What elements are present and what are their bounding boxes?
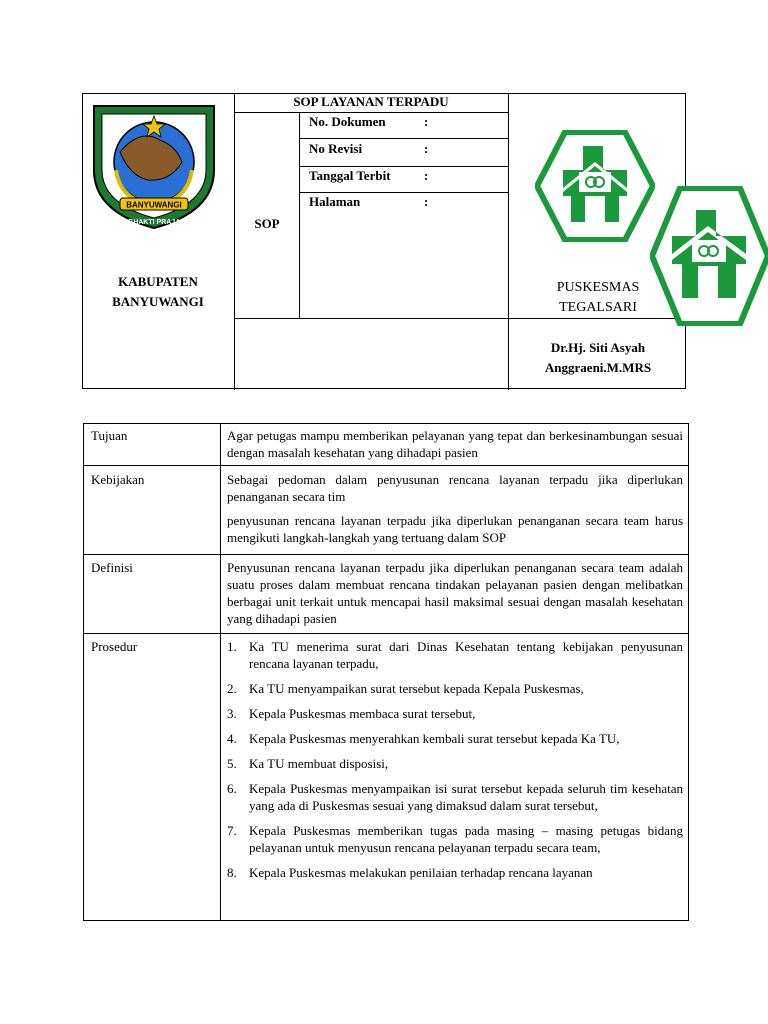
prosedur-list (227, 638, 683, 881)
row-label-definisi: Definisi (91, 560, 133, 575)
sop-title: SOP LAYANAN TERPADU (293, 94, 449, 109)
prosedur-step (227, 755, 683, 772)
step-text: Kepala Puskesmas menyampaikan isi surat tersebut kepada seluruh tim kesehatan yang ada di Puskesmas sesuai yang dimaksud dalam surat tersebut, (249, 781, 683, 813)
emblem-banner-text: BANYUWANGI (126, 200, 182, 210)
step-number: 4. (227, 731, 237, 746)
kebijakan-paragraph: penyusunan rencana layanan terpadu jika diperlukan penanganan secara team harus mengikuti langkah-langkah yang tertuang dalam SOP (227, 513, 683, 545)
row-label-tujuan: Tujuan (91, 428, 128, 443)
meta-colon: : (424, 114, 429, 129)
step-text: Ka TU menerima surat dari Dinas Kesehatan tentang kebijakan penyusunan rencana layanan terpadu, (249, 639, 683, 671)
step-number: 7. (227, 823, 237, 838)
step-text: Kepala Puskesmas membaca surat tersebut, (249, 706, 476, 721)
puskesmas-name (509, 278, 687, 318)
header-divider (299, 112, 300, 318)
header-divider (234, 94, 235, 390)
puskesmas-line-1: PUSKESMAS (556, 280, 640, 295)
puskesmas-logo-icon (535, 130, 655, 242)
meta-no-revisi (309, 141, 499, 158)
step-text: Ka TU membuat disposisi, (249, 756, 389, 771)
meta-label: No. Dokumen (309, 114, 386, 129)
step-text: Kepala Puskesmas melakukan penilaian terhadap rencana layanan (249, 865, 593, 880)
row-divider (84, 554, 688, 555)
prosedur-cell (227, 638, 683, 889)
step-text: Ka TU menyampaikan surat tersebut kepada Kepala Puskesmas, (249, 681, 584, 696)
header-divider (299, 166, 508, 167)
step-number: 6. (227, 781, 237, 796)
prosedur-step (227, 638, 683, 672)
header-divider (299, 138, 508, 139)
step-number: 5. (227, 756, 237, 771)
step-text: Kepala Puskesmas menyerahkan kembali surat tersebut kepada Ka TU, (249, 731, 620, 746)
kebijakan-paragraph: Sebagai pedoman dalam penyusunan rencana layanan terpadu jika diperlukan penanganan secara tim (227, 472, 683, 504)
sop-label: SOP (254, 216, 280, 231)
step-number: 2. (227, 681, 237, 696)
meta-tanggal-terbit (309, 168, 499, 185)
regency-line-1: KABUPATEN (118, 274, 198, 289)
signer-line-1: Dr.Hj. Siti Asyah (550, 340, 646, 355)
prosedur-step (227, 864, 683, 881)
step-number: 1. (227, 639, 237, 654)
prosedur-step (227, 705, 683, 722)
meta-colon: : (424, 168, 429, 183)
step-number: 8. (227, 865, 237, 880)
signer-line-2: Anggraeni.M.MRS (544, 360, 652, 375)
prosedur-step (227, 680, 683, 697)
meta-label: Tanggal Terbit (309, 168, 391, 183)
row-label-prosedur: Prosedur (91, 639, 138, 654)
tujuan-text: Agar petugas mampu memberikan pelayanan yang tepat dan berkesinambungan sesuai dengan masalah kesehatan yang dihadapi pasien (227, 428, 683, 460)
meta-label: No Revisi (309, 141, 363, 156)
meta-colon: : (424, 194, 429, 209)
banyuwangi-emblem-icon (90, 100, 218, 232)
kebijakan-cell (227, 471, 683, 553)
row-divider (84, 465, 688, 466)
signer-name (509, 338, 687, 378)
emblem-motto-text: SATYA BHAKTI PRAJA MUKTI (103, 219, 205, 226)
row-divider (84, 633, 688, 634)
meta-label: Halaman (309, 194, 361, 209)
sop-content-table (83, 423, 689, 921)
meta-no-dokumen (309, 114, 499, 131)
prosedur-step (227, 780, 683, 814)
prosedur-step (227, 730, 683, 747)
regency-name (83, 272, 233, 312)
row-label-kebijakan: Kebijakan (91, 472, 145, 487)
puskesmas-line-2: TEGALSARI (559, 300, 637, 315)
meta-colon: : (424, 141, 429, 156)
header-divider (234, 112, 508, 113)
step-text: Kepala Puskesmas memberikan tugas pada masing – masing petugas bidang pelayanan untuk menyusun rencana pelayanan terpadu secara team, (249, 823, 683, 855)
meta-halaman (309, 194, 499, 211)
definisi-text: Penyusunan rencana layanan terpadu jika diperlukan penanganan secara team adalah suatu proses dalam membuat rencana tindakan pelayanan pasien dengan melibatkan berbagai unit terkait untuk mencapai hasil maksimal sesuai dengan masalah kesehatan yang dihadapi pasien (227, 560, 683, 626)
step-number: 3. (227, 706, 237, 721)
header-divider (234, 318, 686, 319)
prosedur-step (227, 822, 683, 856)
header-divider (299, 192, 508, 193)
regency-line-2: BANYUWANGI (112, 294, 204, 309)
column-divider (220, 424, 221, 920)
